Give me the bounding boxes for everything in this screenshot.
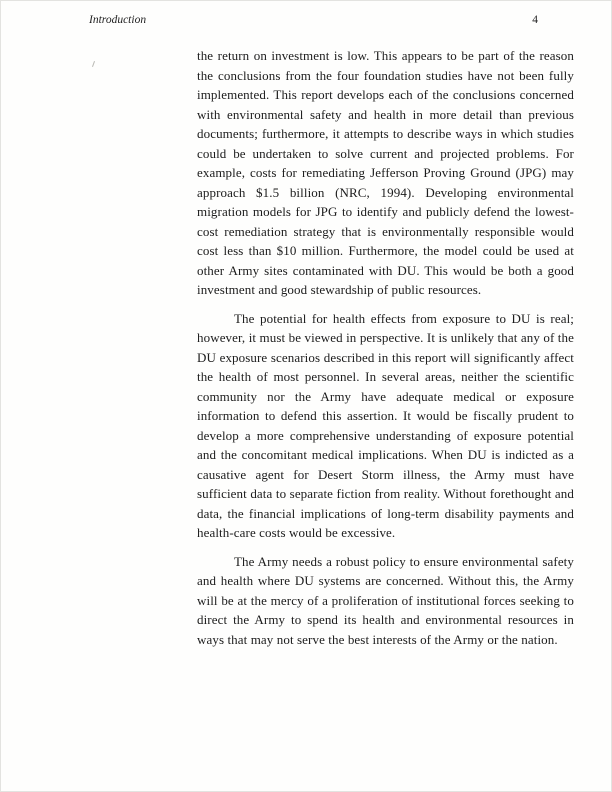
scan-artifact-mark — [92, 61, 95, 67]
body-text-column — [197, 46, 574, 658]
body-paragraph: the return on investment is low. This appears to be part of the reason the conclusions from the four foundation studies have not been fully implemented. This report develops each of the conclusions concerned with environmental safety and health in more detail than previous documents; furthermore, it attempts to describe ways in which studies could be undertaken to solve current and projected problems. For example, costs for remediating Jefferson Proving Ground (JPG) may approach $1.5 billion (NRC, 1994). Developing environmental migration models for JPG to identify and publicly defend the lowest-cost remediation strategy that is environmentally responsible would cost less than $10 million. Furthermore, the model could be used at other Army sites contaminated with DU. This would be both a good investment and good stewardship of public resources. — [197, 48, 574, 297]
page-number: 4 — [532, 14, 538, 26]
running-header-title: Introduction — [89, 14, 147, 26]
page-header — [89, 14, 538, 26]
body-paragraph: The Army needs a robust policy to ensure environmental safety and health where DU systems are concerned. Without this, the Army will be at the mercy of a proliferation of institutional forces seeking to direct the Army to spend its health and environmental resources in ways that may not serve the best interests of the Army or the nation. — [197, 553, 574, 647]
body-paragraph: The potential for health effects from exposure to DU is real; however, it must be viewed in perspective. It is unlikely that any of the DU exposure scenarios described in this report will significantly affect the health of most personnel. In several areas, neither the scientific community nor the Army have adequate medical or exposure information to defend this assertion. It would be fiscally prudent to develop a more comprehensive understanding of exposure potential and the concomitant medical implications. When DU is indicted as a causative agent for Desert Storm illness, the Army must have sufficient data to separate fiction from reality. Without forethought and data, the financial implications of long-term disability payments and health-care costs would be excessive. — [197, 310, 574, 540]
